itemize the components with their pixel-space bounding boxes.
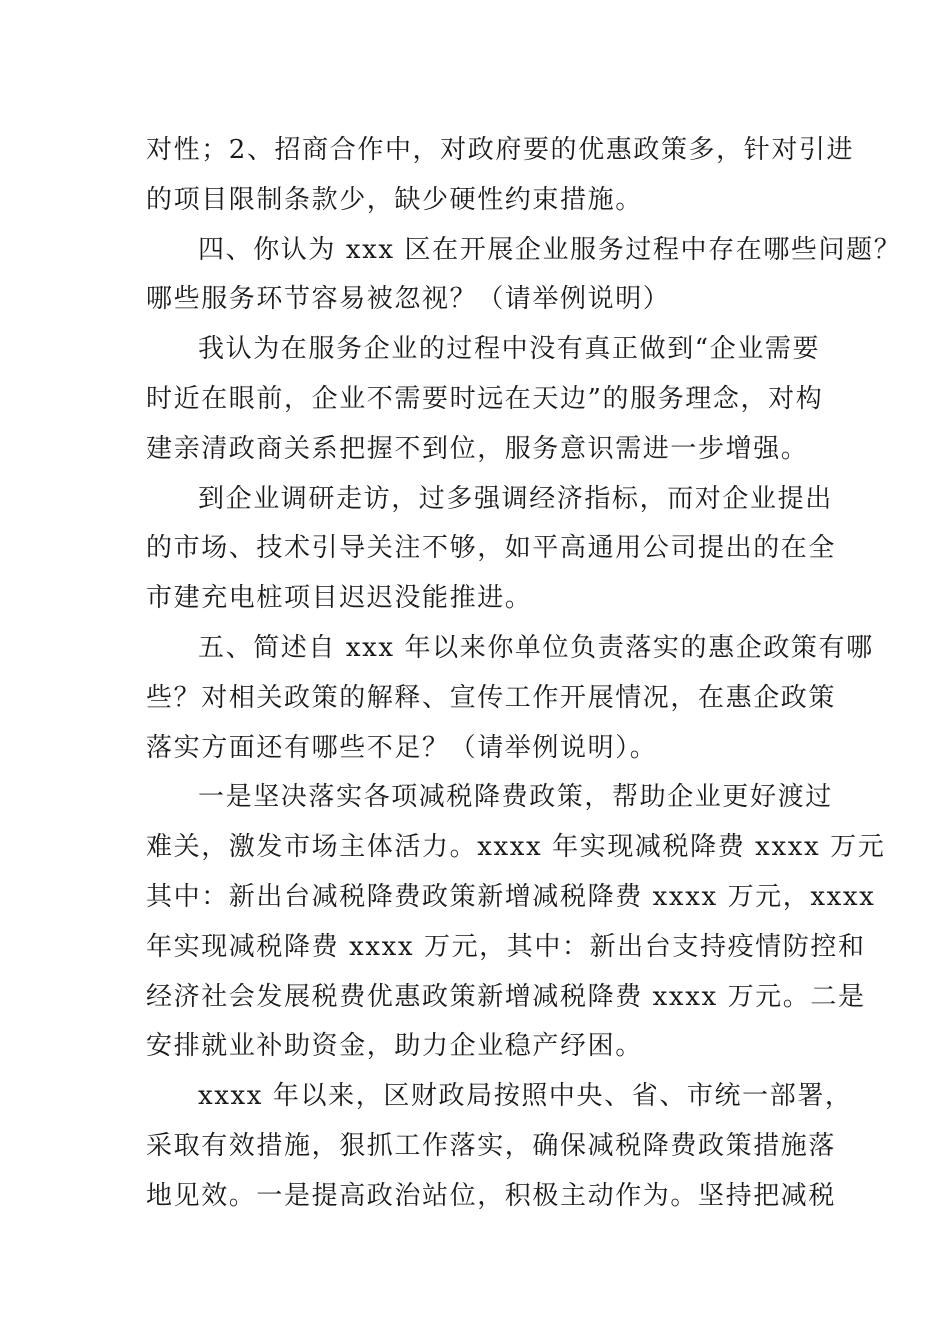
text-line: 其中：新出台减税降费政策新增减税降费 xxxx 万元，xxxx xyxy=(146,881,876,912)
paragraph xyxy=(146,126,855,226)
text-line: 四、你认为 xxx 区在开展企业服务过程中存在哪些问题？ xyxy=(198,234,902,265)
text-line: 对性；2、招商合作中，对政府要的优惠政策多，针对引进 xyxy=(146,135,855,165)
text-line: 的项目限制条款少，缺少硬性约束措施。 xyxy=(146,184,643,215)
paragraph xyxy=(146,475,837,624)
text-line: 时近在眼前，企业不需要时远在天边”的服务理念，对构 xyxy=(146,383,824,414)
text-line: 经济社会发展税费优惠政策新增减税降费 xxxx 万元。二是 xyxy=(146,981,866,1012)
text-line: 我认为在服务企业的过程中没有真正做到“企业需要 xyxy=(198,334,821,365)
text-line: 的市场、技术引导关注不够，如平高通用公司提出的在全 xyxy=(146,533,837,564)
text-line: 安排就业补助资金，助力企业稳产纾困。 xyxy=(146,1031,643,1062)
text-line: xxxx 年以来，区财政局按照中央、省、市统一部署， xyxy=(198,1081,853,1112)
paragraph xyxy=(146,624,874,773)
text-line: 地见效。一是提高政治站位，积极主动作为。坚持把减税 xyxy=(146,1180,837,1211)
text-line: 些？对相关政策的解释、宣传工作开展情况，在惠企政策 xyxy=(146,682,837,713)
text-line: 建亲清政商关系把握不到位，服务意识需进一步增强。 xyxy=(146,433,809,464)
text-line: 市建充电桩项目迟迟没能推进。 xyxy=(146,583,533,614)
text-line: 落实方面还有哪些不足？（请举例说明）。 xyxy=(146,732,658,763)
document-body xyxy=(146,126,902,1222)
paragraph xyxy=(146,325,824,474)
text-line: 年实现减税降费 xxxx 万元，其中：新出台支持疫情防控和 xyxy=(146,931,866,962)
text-line: 五、简述自 xxx 年以来你单位负责落实的惠企政策有哪 xyxy=(198,632,874,663)
text-line: 一是坚决落实各项减税降费政策，帮助企业更好渡过 xyxy=(198,782,833,813)
text-line: 采取有效措施，狠抓工作落实，确保减税降费政策措施落 xyxy=(146,1130,837,1161)
text-line: 到企业调研走访，过多强调经济指标，而对企业提出 xyxy=(198,483,833,514)
paragraph xyxy=(146,1072,853,1221)
paragraph xyxy=(146,226,902,326)
paragraph xyxy=(146,773,886,1072)
text-line: 哪些服务环节容易被忽视？（请举例说明） xyxy=(146,284,671,315)
text-line: 难关，激发市场主体活力。xxxx 年实现减税降费 xxxx 万元 xyxy=(146,832,886,863)
